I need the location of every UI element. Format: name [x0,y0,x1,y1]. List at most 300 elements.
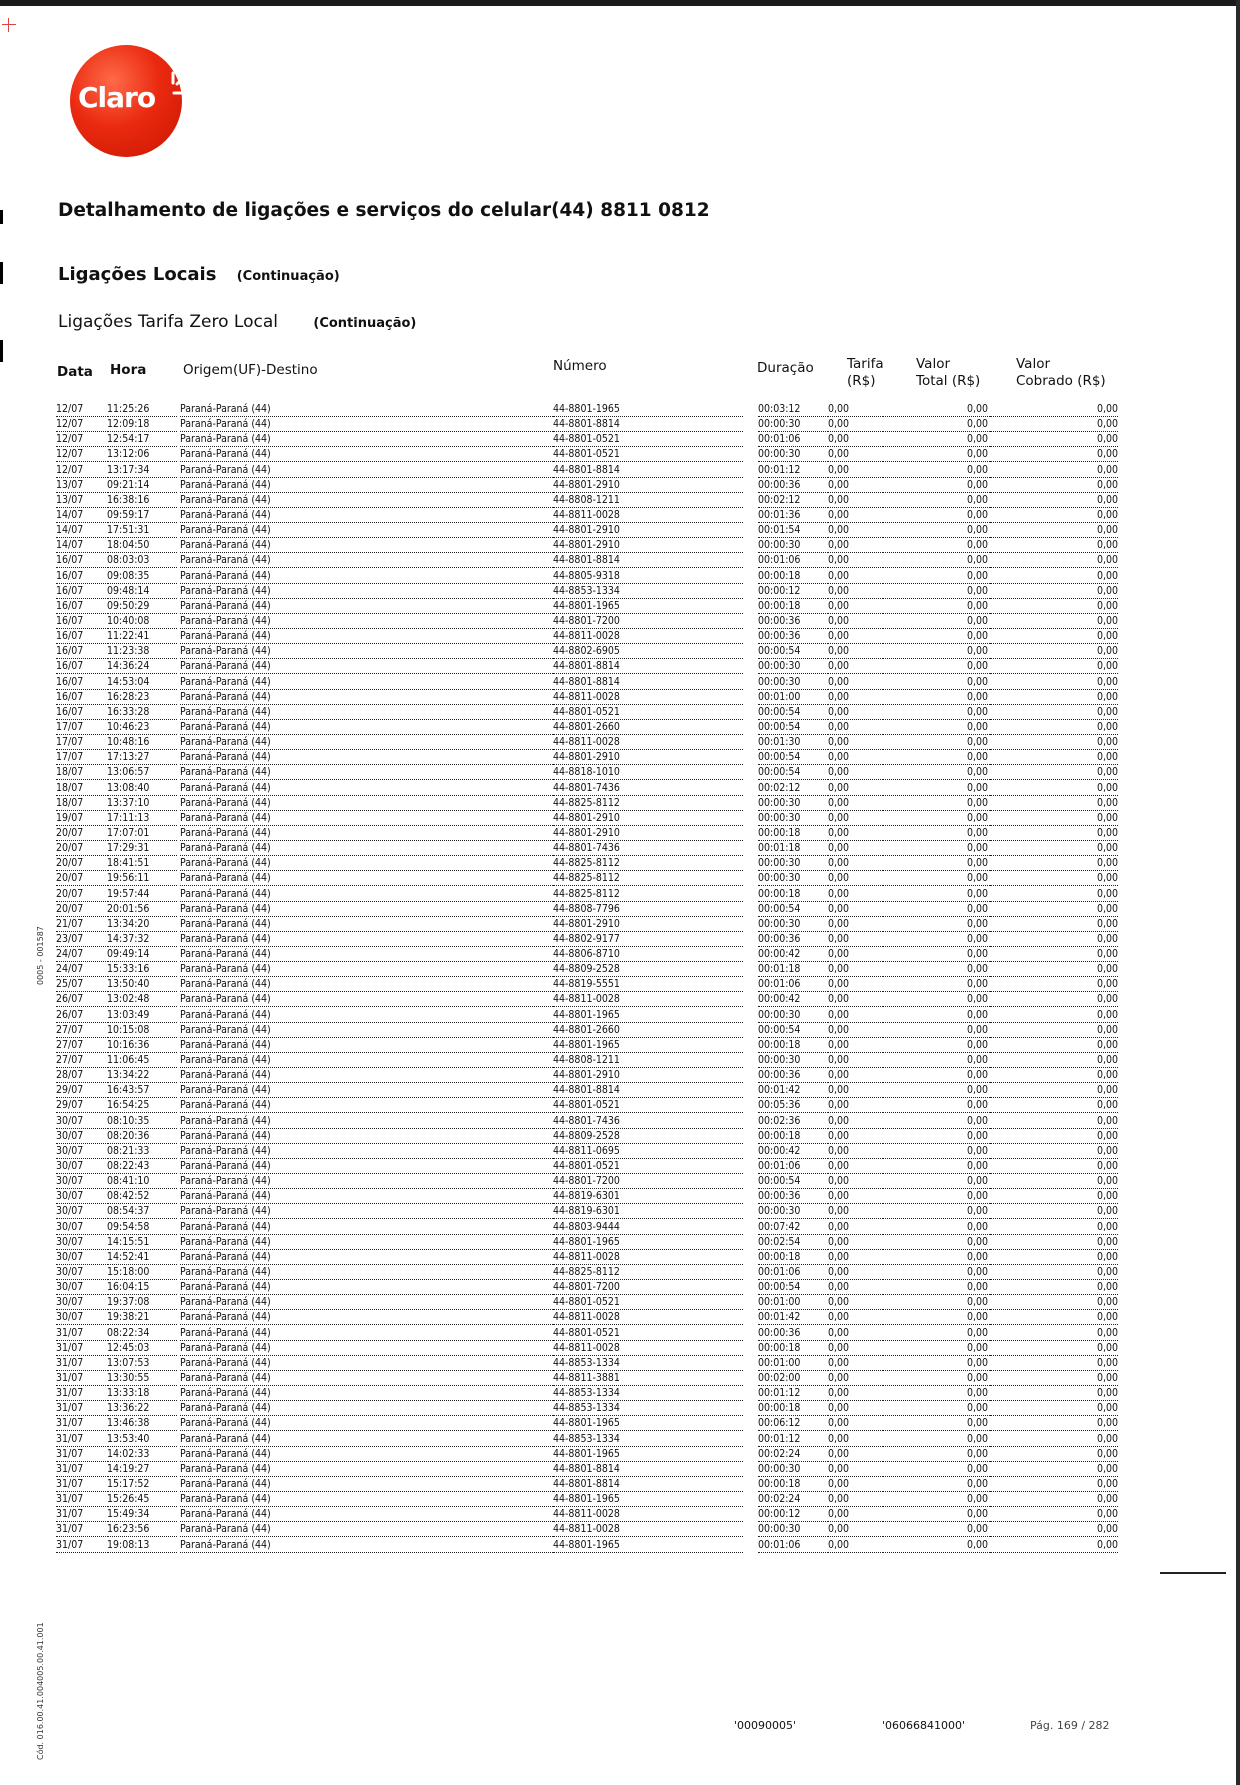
table-row [0,887,1240,902]
time-cell: 10:40:08 [107,614,177,629]
charged-value-cell: 0,00 [990,1098,1118,1113]
duration-cell: 00:01:06 [758,977,828,992]
time-cell: 09:48:14 [107,584,177,599]
number-cell: 44-8811-0028 [553,992,743,1007]
total-value-cell: 0,00 [883,977,990,992]
charged-value-cell: 0,00 [990,508,1118,523]
table-row [0,1371,1240,1386]
time-cell: 08:03:03 [107,553,177,568]
table-row [0,932,1240,947]
tariff-cell: 0,00 [828,1522,883,1537]
charged-value-cell: 0,00 [990,781,1118,796]
total-value-cell: 0,00 [883,1507,990,1522]
charged-value-cell: 0,00 [990,1220,1118,1235]
total-value-cell: 0,00 [883,1492,990,1507]
duration-cell: 00:00:30 [758,1053,828,1068]
date-cell: 16/07 [56,690,106,705]
number-cell: 44-8801-0521 [553,1295,743,1310]
footer-code-2: '06066841000' [882,1719,966,1732]
charged-value-cell: 0,00 [990,432,1118,447]
table-row [0,1220,1240,1235]
charged-value-cell: 0,00 [990,962,1118,977]
time-cell: 14:52:41 [107,1250,177,1265]
charged-value-cell: 0,00 [990,1023,1118,1038]
origin-destination-cell: Paraná-Paraná (44) [180,962,555,977]
tariff-cell: 0,00 [828,705,883,720]
origin-destination-cell: Paraná-Paraná (44) [180,720,555,735]
table-row [0,992,1240,1007]
tariff-cell: 0,00 [828,432,883,447]
duration-cell: 00:00:18 [758,1129,828,1144]
time-cell: 11:25:26 [107,402,177,417]
total-value-cell: 0,00 [883,841,990,856]
total-value-cell: 0,00 [883,917,990,932]
table-row [0,1023,1240,1038]
date-cell: 14/07 [56,508,106,523]
tariff-cell: 0,00 [828,614,883,629]
date-cell: 16/07 [56,584,106,599]
charged-value-cell: 0,00 [990,765,1118,780]
origin-destination-cell: Paraná-Paraná (44) [180,1250,555,1265]
number-cell: 44-8825-8112 [553,887,743,902]
duration-cell: 00:00:36 [758,1189,828,1204]
time-cell: 19:57:44 [107,887,177,902]
duration-cell: 00:00:30 [758,538,828,553]
total-value-cell: 0,00 [883,432,990,447]
table-row [0,1432,1240,1447]
table-row [0,871,1240,886]
tariff-cell: 0,00 [828,1083,883,1098]
number-cell: 44-8801-1965 [553,1447,743,1462]
duration-cell: 00:01:12 [758,1386,828,1401]
tariff-cell: 0,00 [828,1250,883,1265]
table-row [0,856,1240,871]
date-cell: 30/07 [56,1129,106,1144]
duration-cell: 00:00:54 [758,1280,828,1295]
charged-value-cell: 0,00 [990,1507,1118,1522]
side-form-code: Cód. 016.00.41.004005.00.41.001 [36,1622,45,1760]
time-cell: 16:33:28 [107,705,177,720]
time-cell: 08:20:36 [107,1129,177,1144]
total-value-cell: 0,00 [883,962,990,977]
subsection-continuation: (Continuação) [313,316,417,331]
time-cell: 13:37:10 [107,796,177,811]
number-cell: 44-8801-2910 [553,917,743,932]
col-header-valor-total-line1: Valor [916,356,951,372]
time-cell: 09:59:17 [107,508,177,523]
duration-cell: 00:00:12 [758,1507,828,1522]
col-header-numero: Número [553,358,607,374]
time-cell: 09:54:58 [107,1220,177,1235]
total-value-cell: 0,00 [883,1098,990,1113]
number-cell: 44-8801-1965 [553,1235,743,1250]
date-cell: 31/07 [56,1416,106,1431]
time-cell: 13:34:22 [107,1068,177,1083]
origin-destination-cell: Paraná-Paraná (44) [180,1371,555,1386]
number-cell: 44-8809-2528 [553,1129,743,1144]
origin-destination-cell: Paraná-Paraná (44) [180,811,555,826]
total-value-cell: 0,00 [883,992,990,1007]
origin-destination-cell: Paraná-Paraná (44) [180,992,555,1007]
number-cell: 44-8811-0028 [553,629,743,644]
table-row [0,1326,1240,1341]
date-cell: 16/07 [56,644,106,659]
date-cell: 14/07 [56,523,106,538]
origin-destination-cell: Paraná-Paraná (44) [180,1295,555,1310]
date-cell: 27/07 [56,1038,106,1053]
time-cell: 15:49:34 [107,1507,177,1522]
total-value-cell: 0,00 [883,887,990,902]
time-cell: 19:37:08 [107,1295,177,1310]
charged-value-cell: 0,00 [990,1401,1118,1416]
number-cell: 44-8808-1211 [553,1053,743,1068]
table-row [0,1235,1240,1250]
number-cell: 44-8801-8814 [553,1462,743,1477]
time-cell: 14:19:27 [107,1462,177,1477]
table-row [0,1401,1240,1416]
charged-value-cell: 0,00 [990,1386,1118,1401]
origin-destination-cell: Paraná-Paraná (44) [180,1477,555,1492]
number-cell: 44-8801-0521 [553,432,743,447]
table-row [0,478,1240,493]
time-cell: 13:53:40 [107,1432,177,1447]
time-cell: 15:17:52 [107,1477,177,1492]
number-cell: 44-8811-3881 [553,1371,743,1386]
date-cell: 25/07 [56,977,106,992]
tariff-cell: 0,00 [828,508,883,523]
total-value-cell: 0,00 [883,629,990,644]
date-cell: 12/07 [56,417,106,432]
tariff-cell: 0,00 [828,1189,883,1204]
charged-value-cell: 0,00 [990,1129,1118,1144]
total-value-cell: 0,00 [883,584,990,599]
tariff-cell: 0,00 [828,1371,883,1386]
duration-cell: 00:00:30 [758,917,828,932]
total-value-cell: 0,00 [883,1023,990,1038]
tariff-cell: 0,00 [828,1538,883,1553]
charged-value-cell: 0,00 [990,1280,1118,1295]
tariff-cell: 0,00 [828,1356,883,1371]
number-cell: 44-8801-0521 [553,1159,743,1174]
origin-destination-cell: Paraná-Paraná (44) [180,1356,555,1371]
tariff-cell: 0,00 [828,447,883,462]
number-cell: 44-8802-6905 [553,644,743,659]
table-row [0,750,1240,765]
total-value-cell: 0,00 [883,1280,990,1295]
duration-cell: 00:03:12 [758,402,828,417]
table-row [0,1462,1240,1477]
origin-destination-cell: Paraná-Paraná (44) [180,1114,555,1129]
tariff-cell: 0,00 [828,750,883,765]
tariff-cell: 0,00 [828,1235,883,1250]
tariff-cell: 0,00 [828,463,883,478]
table-row [0,629,1240,644]
total-value-cell: 0,00 [883,856,990,871]
number-cell: 44-8801-2910 [553,826,743,841]
number-cell: 44-8802-9177 [553,932,743,947]
date-cell: 30/07 [56,1189,106,1204]
date-cell: 31/07 [56,1401,106,1416]
total-value-cell: 0,00 [883,508,990,523]
number-cell: 44-8801-0521 [553,447,743,462]
origin-destination-cell: Paraná-Paraná (44) [180,1310,555,1325]
table-row [0,765,1240,780]
logo-text: Claro [78,81,156,114]
page-number: Pág. 169 / 282 [1030,1719,1110,1732]
tariff-cell: 0,00 [828,629,883,644]
time-cell: 15:26:45 [107,1492,177,1507]
total-value-cell: 0,00 [883,1386,990,1401]
time-cell: 10:16:36 [107,1038,177,1053]
charged-value-cell: 0,00 [990,735,1118,750]
origin-destination-cell: Paraná-Paraná (44) [180,417,555,432]
origin-destination-cell: Paraná-Paraná (44) [180,463,555,478]
table-row [0,1083,1240,1098]
origin-destination-cell: Paraná-Paraná (44) [180,569,555,584]
total-value-cell: 0,00 [883,690,990,705]
time-cell: 12:45:03 [107,1341,177,1356]
footer-code-1: '00090005' [734,1719,797,1732]
charged-value-cell: 0,00 [990,871,1118,886]
duration-cell: 00:00:30 [758,1008,828,1023]
tariff-cell: 0,00 [828,1038,883,1053]
origin-destination-cell: Paraná-Paraná (44) [180,1068,555,1083]
date-cell: 20/07 [56,841,106,856]
duration-cell: 00:02:12 [758,493,828,508]
number-cell: 44-8805-9318 [553,569,743,584]
charged-value-cell: 0,00 [990,1462,1118,1477]
date-cell: 13/07 [56,478,106,493]
origin-destination-cell: Paraná-Paraná (44) [180,1522,555,1537]
number-cell: 44-8818-1010 [553,765,743,780]
duration-cell: 00:01:00 [758,690,828,705]
total-value-cell: 0,00 [883,463,990,478]
number-cell: 44-8825-8112 [553,1265,743,1280]
time-cell: 18:04:50 [107,538,177,553]
duration-cell: 00:00:54 [758,705,828,720]
date-cell: 31/07 [56,1507,106,1522]
charged-value-cell: 0,00 [990,629,1118,644]
total-value-cell: 0,00 [883,1053,990,1068]
date-cell: 23/07 [56,932,106,947]
total-value-cell: 0,00 [883,675,990,690]
origin-destination-cell: Paraná-Paraná (44) [180,478,555,493]
charged-value-cell: 0,00 [990,841,1118,856]
total-value-cell: 0,00 [883,932,990,947]
origin-destination-cell: Paraná-Paraná (44) [180,447,555,462]
charged-value-cell: 0,00 [990,1416,1118,1431]
col-header-hora: Hora [110,362,147,378]
charged-value-cell: 0,00 [990,478,1118,493]
duration-cell: 00:00:54 [758,1174,828,1189]
charged-value-cell: 0,00 [990,992,1118,1007]
origin-destination-cell: Paraná-Paraná (44) [180,690,555,705]
tariff-cell: 0,00 [828,1068,883,1083]
duration-cell: 00:01:54 [758,523,828,538]
charged-value-cell: 0,00 [990,1159,1118,1174]
duration-cell: 00:00:18 [758,1477,828,1492]
time-cell: 13:03:49 [107,1008,177,1023]
col-header-tarifa [847,356,884,390]
table-row [0,553,1240,568]
charged-value-cell: 0,00 [990,705,1118,720]
tariff-cell: 0,00 [828,856,883,871]
total-value-cell: 0,00 [883,1477,990,1492]
total-value-cell: 0,00 [883,1008,990,1023]
tariff-cell: 0,00 [828,781,883,796]
number-cell: 44-8811-0028 [553,1522,743,1537]
total-value-cell: 0,00 [883,811,990,826]
charged-value-cell: 0,00 [990,826,1118,841]
time-cell: 08:21:33 [107,1144,177,1159]
total-value-cell: 0,00 [883,523,990,538]
date-cell: 12/07 [56,432,106,447]
origin-destination-cell: Paraná-Paraná (44) [180,1432,555,1447]
origin-destination-cell: Paraná-Paraná (44) [180,629,555,644]
date-cell: 30/07 [56,1144,106,1159]
charged-value-cell: 0,00 [990,1295,1118,1310]
col-header-valor-cobrado-line1: Valor [1016,356,1051,372]
duration-cell: 00:00:18 [758,1401,828,1416]
tariff-cell: 0,00 [828,659,883,674]
time-cell: 08:22:43 [107,1159,177,1174]
number-cell: 44-8801-2910 [553,478,743,493]
table-row [0,720,1240,735]
date-cell: 13/07 [56,493,106,508]
tariff-cell: 0,00 [828,1008,883,1023]
duration-cell: 00:00:42 [758,992,828,1007]
origin-destination-cell: Paraná-Paraná (44) [180,902,555,917]
charged-value-cell: 0,00 [990,1492,1118,1507]
table-row [0,796,1240,811]
origin-destination-cell: Paraná-Paraná (44) [180,538,555,553]
origin-destination-cell: Paraná-Paraná (44) [180,1265,555,1280]
total-value-cell: 0,00 [883,614,990,629]
table-row [0,690,1240,705]
time-cell: 17:13:27 [107,750,177,765]
time-cell: 19:56:11 [107,871,177,886]
charged-value-cell: 0,00 [990,1235,1118,1250]
table-row [0,977,1240,992]
duration-cell: 00:01:30 [758,735,828,750]
origin-destination-cell: Paraná-Paraná (44) [180,659,555,674]
time-cell: 15:18:00 [107,1265,177,1280]
time-cell: 17:07:01 [107,826,177,841]
duration-cell: 00:01:18 [758,962,828,977]
time-cell: 16:28:23 [107,690,177,705]
duration-cell: 00:00:30 [758,1462,828,1477]
table-row [0,781,1240,796]
origin-destination-cell: Paraná-Paraná (44) [180,1462,555,1477]
origin-destination-cell: Paraná-Paraná (44) [180,977,555,992]
charged-value-cell: 0,00 [990,917,1118,932]
charged-value-cell: 0,00 [990,1144,1118,1159]
time-cell: 20:01:56 [107,902,177,917]
charged-value-cell: 0,00 [990,1371,1118,1386]
charged-value-cell: 0,00 [990,1114,1118,1129]
date-cell: 30/07 [56,1159,106,1174]
tariff-cell: 0,00 [828,1023,883,1038]
date-cell: 26/07 [56,992,106,1007]
table-row [0,1068,1240,1083]
charged-value-cell: 0,00 [990,538,1118,553]
duration-cell: 00:00:54 [758,1023,828,1038]
tariff-cell: 0,00 [828,584,883,599]
table-row [0,584,1240,599]
total-value-cell: 0,00 [883,1295,990,1310]
number-cell: 44-8801-2910 [553,811,743,826]
date-cell: 30/07 [56,1280,106,1295]
charged-value-cell: 0,00 [990,463,1118,478]
table-row [0,1447,1240,1462]
time-cell: 15:33:16 [107,962,177,977]
total-value-cell: 0,00 [883,796,990,811]
charged-value-cell: 0,00 [990,887,1118,902]
time-cell: 13:02:48 [107,992,177,1007]
number-cell: 44-8801-7436 [553,1114,743,1129]
col-header-tarifa-line1: Tarifa [847,356,884,372]
date-cell: 29/07 [56,1083,106,1098]
charged-value-cell: 0,00 [990,1265,1118,1280]
time-cell: 14:02:33 [107,1447,177,1462]
table-row [0,1204,1240,1219]
subsection-title: Ligações Tarifa Zero Local [58,312,278,332]
time-cell: 13:06:57 [107,765,177,780]
duration-cell: 00:00:12 [758,584,828,599]
duration-cell: 00:01:06 [758,553,828,568]
origin-destination-cell: Paraná-Paraná (44) [180,947,555,962]
time-cell: 13:34:20 [107,917,177,932]
origin-destination-cell: Paraná-Paraná (44) [180,887,555,902]
charged-value-cell: 0,00 [990,796,1118,811]
number-cell: 44-8801-8814 [553,1477,743,1492]
table-row [0,523,1240,538]
table-row [0,1189,1240,1204]
number-cell: 44-8819-6301 [553,1204,743,1219]
date-cell: 17/07 [56,750,106,765]
tariff-cell: 0,00 [828,402,883,417]
tariff-cell: 0,00 [828,644,883,659]
number-cell: 44-8801-8814 [553,463,743,478]
table-row [0,432,1240,447]
number-cell: 44-8803-9444 [553,1220,743,1235]
tariff-cell: 0,00 [828,796,883,811]
table-row [0,1492,1240,1507]
time-cell: 17:29:31 [107,841,177,856]
total-value-cell: 0,00 [883,553,990,568]
tariff-cell: 0,00 [828,932,883,947]
total-value-cell: 0,00 [883,947,990,962]
table-row [0,1341,1240,1356]
col-header-valor-cobrado-line2: Cobrado (R$) [1016,373,1106,389]
origin-destination-cell: Paraná-Paraná (44) [180,796,555,811]
charged-value-cell: 0,00 [990,1310,1118,1325]
table-row [0,1295,1240,1310]
number-cell: 44-8853-1334 [553,584,743,599]
charged-value-cell: 0,00 [990,417,1118,432]
origin-destination-cell: Paraná-Paraná (44) [180,1538,555,1553]
tariff-cell: 0,00 [828,1204,883,1219]
date-cell: 31/07 [56,1538,106,1553]
tariff-cell: 0,00 [828,569,883,584]
total-value-cell: 0,00 [883,402,990,417]
time-cell: 08:10:35 [107,1114,177,1129]
origin-destination-cell: Paraná-Paraná (44) [180,1416,555,1431]
table-row [0,1250,1240,1265]
total-value-cell: 0,00 [883,1068,990,1083]
total-value-cell: 0,00 [883,644,990,659]
origin-destination-cell: Paraná-Paraná (44) [180,599,555,614]
